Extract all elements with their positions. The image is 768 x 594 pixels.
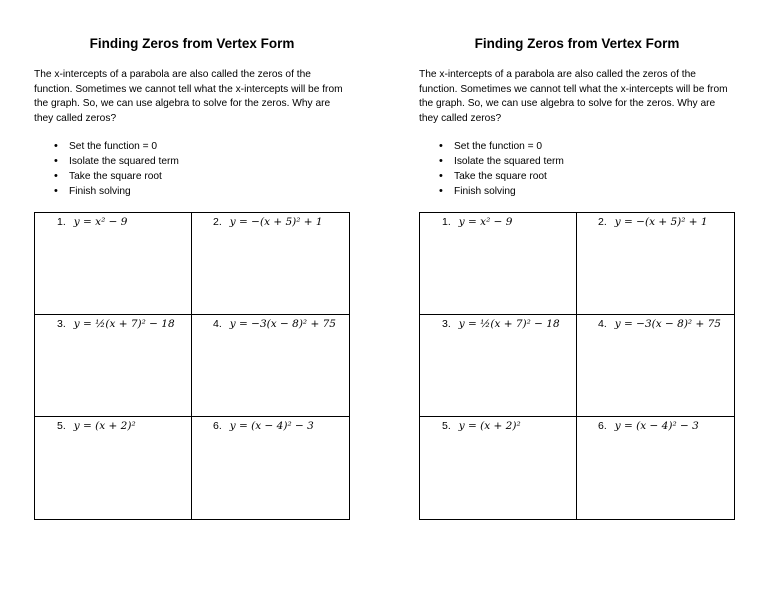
steps-list [54, 139, 179, 199]
list-item: • Finish solving [54, 185, 131, 197]
problem-equation: y = (x − 4)² − 3 [229, 420, 314, 432]
problem-equation: y = −(x + 5)² + 1 [614, 216, 708, 228]
problem-equation: y = (x − 4)² − 3 [614, 420, 699, 432]
list-item: • Isolate the squared term [439, 155, 564, 167]
problem-number: 4. [598, 318, 607, 330]
problem-cell[interactable] [192, 417, 349, 519]
problem-equation: y = (x + 2)² [73, 420, 136, 432]
bullet-icon: • [54, 155, 58, 167]
problem-cell[interactable] [35, 213, 192, 315]
problem-grid [419, 212, 735, 520]
problem-cell[interactable] [420, 417, 577, 519]
list-item: • Take the square root [439, 170, 547, 182]
problem-cell[interactable] [577, 417, 734, 519]
problem-cell[interactable] [420, 315, 577, 417]
worksheet-title: Finding Zeros from Vertex Form [89, 36, 295, 51]
problem-number: 5. [57, 420, 66, 432]
problem-equation: y = (x + 2)² [458, 420, 521, 432]
problem-cell[interactable] [577, 315, 734, 417]
bullet-icon: • [54, 170, 58, 182]
problem-grid [34, 212, 350, 520]
bullet-icon: • [439, 170, 443, 182]
problem-cell[interactable] [420, 213, 577, 315]
problem-number: 2. [598, 216, 607, 228]
problem-number: 4. [213, 318, 222, 330]
bullet-icon: • [54, 140, 58, 152]
problem-equation: y = −3(x − 8)² + 75 [614, 318, 721, 330]
intro-paragraph: The x-intercepts of a parabola are also called the zeros of the function. Sometimes we cannot tell what the x-intercepts will be from the graph. So, we can use algebra to solve for the zeros. Why are they called zeros? [419, 69, 728, 124]
problem-equation: y = ½(x + 7)² − 18 [73, 318, 175, 330]
problem-number: 6. [213, 420, 222, 432]
problem-cell[interactable] [192, 213, 349, 315]
bullet-icon: • [439, 185, 443, 197]
problem-cell[interactable] [577, 213, 734, 315]
problem-number: 2. [213, 216, 222, 228]
problem-number: 1. [442, 216, 451, 228]
problem-cell[interactable] [35, 417, 192, 519]
problem-equation: y = ½(x + 7)² − 18 [458, 318, 560, 330]
problem-number: 3. [57, 318, 66, 330]
list-item: • Finish solving [439, 185, 516, 197]
list-item: • Set the function = 0 [439, 140, 543, 152]
problem-equation: y = −3(x − 8)² + 75 [229, 318, 336, 330]
problem-cell[interactable] [35, 315, 192, 417]
list-item: • Take the square root [54, 170, 162, 182]
bullet-icon: • [54, 185, 58, 197]
problem-number: 5. [442, 420, 451, 432]
list-item: • Isolate the squared term [54, 155, 179, 167]
problem-number: 3. [442, 318, 451, 330]
bullet-icon: • [439, 140, 443, 152]
problem-number: 6. [598, 420, 607, 432]
bullet-icon: • [439, 155, 443, 167]
worksheet-title: Finding Zeros from Vertex Form [474, 36, 680, 51]
problem-equation: y = −(x + 5)² + 1 [229, 216, 323, 228]
problem-equation: y = x² − 9 [458, 216, 513, 228]
steps-list [439, 139, 564, 199]
worksheet-left [34, 0, 374, 594]
intro-paragraph: The x-intercepts of a parabola are also called the zeros of the function. Sometimes we cannot tell what the x-intercepts will be from the graph. So, we can use algebra to solve for the zeros. Why are they called zeros? [34, 69, 343, 124]
problem-cell[interactable] [192, 315, 349, 417]
problem-number: 1. [57, 216, 66, 228]
problem-equation: y = x² − 9 [73, 216, 128, 228]
worksheet-right [419, 0, 759, 594]
list-item: • Set the function = 0 [54, 140, 158, 152]
